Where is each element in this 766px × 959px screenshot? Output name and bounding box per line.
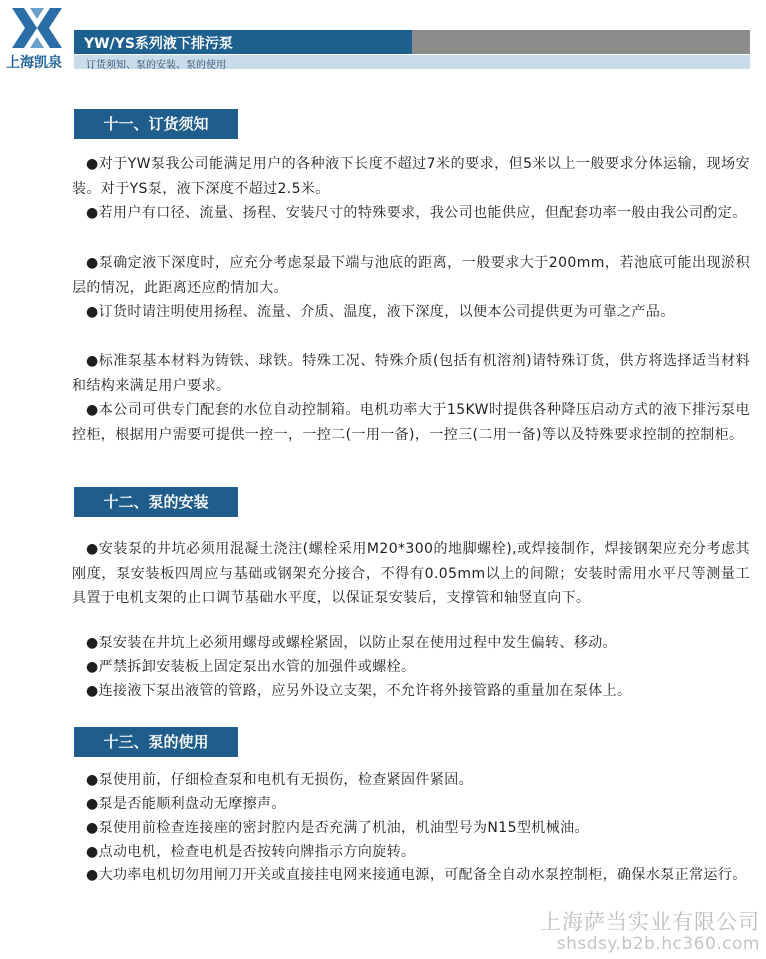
- section-usage-item-5: ●大功率电机切勿用闸刀开关或直接挂电网来接通电源，可配备全自动水泵控制柜，确保水泵正常运行。: [86, 867, 747, 883]
- section-usage-item-4: ●点动电机，检查电机是否按转向牌指示方向旋转。: [86, 844, 416, 860]
- logo-text: 上海凯泉: [6, 55, 62, 71]
- section-ordering-item-3: ●泵确定液下深度时，应充分考虑泵最下端与池底的距离，一般要求大于200mm，若池底可能出现淤积层的情况，此距离还应酌情加大。: [72, 255, 750, 296]
- section-ordering-item-5: ●标准泵基本材料为铸铁、球铁。特殊工况、特殊介质(包括有机溶剂)请特殊订货，供方将选择适当材料和结构来满足用户要求。: [72, 353, 750, 394]
- section-heading-ordering: 十一、订货须知: [74, 109, 238, 139]
- section-usage-item-1: ●泵使用前，仔细检查泵和电机有无损伤，检查紧固件紧固。: [86, 772, 474, 788]
- section-ordering-item-2: ●若用户有口径、流量、扬程、安装尺寸的特殊要求，我公司也能供应，但配套功率一般由我公司酌定。: [86, 205, 747, 221]
- logo-mark-icon: [10, 6, 64, 50]
- page-title: YW/YS系列液下排污泵: [84, 36, 233, 52]
- section-ordering-item-1: ●对于YW泵我公司能满足用户的各种液下长度不超过7米的要求，但5米以上一般要求分体运输，现场安装。对于YS泵，液下深度不超过2.5米。: [72, 156, 750, 197]
- section-heading-usage: 十三、泵的使用: [74, 727, 238, 757]
- section-installation-item-4: ●连接液下泵出液管的管路，应另外设立支架，不允许将外接管路的重量加在泵体上。: [86, 683, 632, 699]
- section-installation-item-1: ●安装泵的井坑必须用混凝土浇注(螺栓采用M20*300的地脚螺栓),或焊接制作，焊接钢架应充分考虑其刚度，泵安装板四周应与基础或钢架充分接合，不得有0.05mm以上的间隙；安装时需用水平尺等测量工具置于电机支架的止口调节基础水平度，以保证泵安装后，支撑管和轴竖直向下。: [72, 541, 750, 606]
- section-ordering-item-6: ●本公司可供专门配套的水位自动控制箱。电机功率大于15KW时提供各种降压启动方式的液下排污泵电控柜，根据用户需要可提供一控一，一控二(一用一备)，一控三(二用一备)等以及特殊要求控制的控制柜。: [72, 402, 750, 443]
- watermark-company: 上海萨当实业有限公司: [540, 910, 760, 934]
- company-logo: [4, 6, 68, 71]
- section-ordering-item-4: ●订货时请注明使用扬程、流量、介质、温度，液下深度，以便本公司提供更为可靠之产品。: [86, 304, 675, 320]
- section-heading-installation: 十二、泵的安装: [74, 487, 238, 517]
- section-installation-item-2: ●泵安装在井坑上必须用螺母或螺栓紧固，以防止泵在使用过程中发生偏转、移动。: [86, 635, 618, 651]
- section-usage-item-3: ●泵使用前检查连接座的密封腔内是否充满了机油，机油型号为N15型机械油。: [86, 820, 589, 836]
- section-usage-item-2: ●泵是否能顺利盘动无摩擦声。: [86, 796, 286, 812]
- title-bar-gray-extension: [412, 30, 750, 54]
- page-subtitle: 订货须知、泵的安装、泵的使用: [86, 60, 226, 71]
- watermark-url: shsdsy.b2b.hc360.com: [556, 934, 760, 954]
- section-installation-item-3: ●严禁拆卸安装板上固定泵出水管的加强件或螺栓。: [86, 659, 416, 675]
